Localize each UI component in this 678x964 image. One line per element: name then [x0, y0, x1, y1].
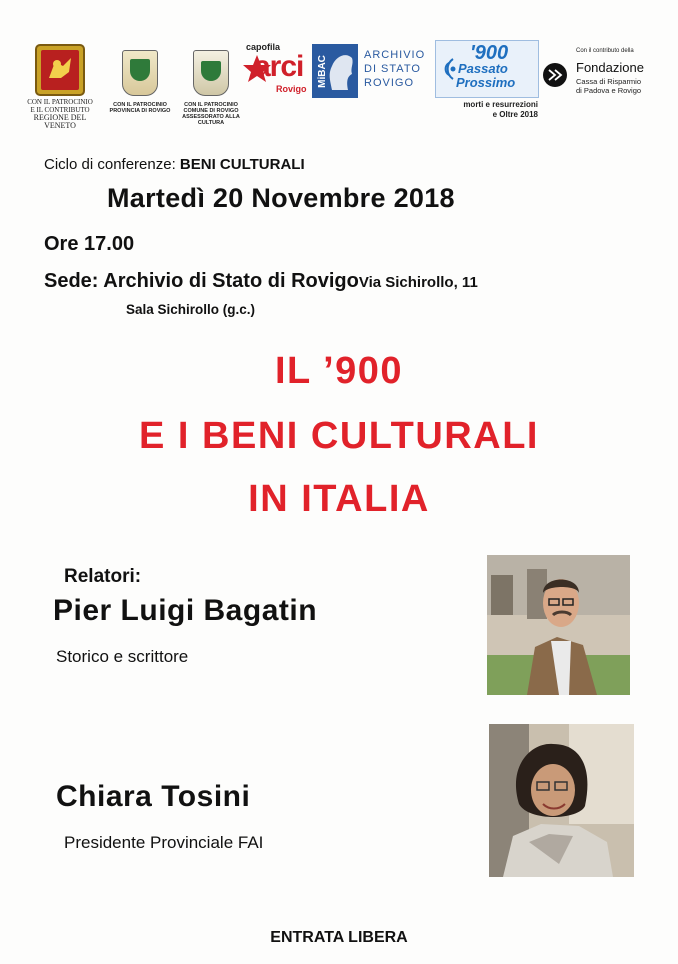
provincia-line2: PROVINCIA DI ROVIGO: [109, 108, 171, 114]
passato-line2: Prossimo: [456, 75, 516, 90]
venue-line: [44, 270, 478, 293]
speaker-photo: [489, 724, 634, 877]
signal-waves-icon: [439, 55, 457, 83]
speakers-heading: Relatori:: [64, 566, 142, 587]
headline-line1: IL ’900: [274, 350, 404, 392]
provincia-crest-icon: [122, 50, 158, 96]
event-venue: Sede: Archivio di Stato di Rovigo: [44, 270, 359, 292]
archivio-stato-logo: [312, 44, 430, 100]
archivio-line1: ARCHIVIO: [364, 49, 426, 61]
arci-wordmark: arci: [254, 50, 304, 83]
speaker-portrait-icon: [489, 724, 634, 877]
event-time: Ore 17.00: [44, 233, 135, 255]
speaker-portrait-icon: [487, 555, 630, 695]
fondazione-mark-icon: [542, 62, 568, 88]
archivio-line3: ROVIGO: [364, 77, 415, 89]
fondazione-sub2: di Padova e Rovigo: [576, 86, 642, 95]
regione-line1: CON IL PATROCINIO: [27, 98, 93, 106]
regione-line2: E IL CONTRIBUTO: [30, 106, 90, 114]
mibac-label: MiBAC: [316, 55, 328, 88]
passato-900-label: '900: [470, 42, 509, 64]
passato-tag-line1: morti e resurrezioni: [463, 100, 538, 109]
comune-line3: ASSESSORATO ALLA CULTURA: [182, 114, 240, 126]
regione-line3: REGIONE DEL VENETO: [33, 113, 87, 130]
arci-capofila-label: capofila: [246, 42, 281, 52]
cycle-prefix: Ciclo di conferenze:: [44, 156, 176, 173]
cycle-name: BENI CULTURALI: [179, 156, 305, 173]
comune-line2: COMUNE DI ROVIGO: [183, 108, 239, 114]
comune-rovigo-logo: [175, 50, 245, 125]
speaker-role: Storico e scrittore: [56, 647, 189, 666]
speaker-name: Pier Luigi Bagatin: [53, 594, 318, 627]
speaker-name: Chiara Tosini: [56, 780, 251, 813]
archivio-line2: DI STATO: [364, 63, 421, 75]
arci-rovigo-logo: [240, 42, 312, 106]
passato-prossimo-logo: [435, 40, 539, 98]
regione-veneto-logo: [27, 44, 93, 134]
entrance-note: ENTRATA LIBERA: [270, 929, 408, 946]
event-address: Via Sichirollo, 11: [358, 274, 478, 291]
provincia-rovigo-logo: [110, 50, 170, 120]
event-date: Martedì 20 Novembre 2018: [107, 183, 455, 213]
speaker-photo: [487, 555, 630, 695]
headline-line2: E I BENI CULTURALI: [139, 415, 539, 457]
winged-lion-icon: [35, 44, 85, 96]
comune-crest-icon: [193, 50, 229, 96]
cycle-line: [44, 156, 305, 173]
speaker-role: Presidente Provinciale FAI: [64, 833, 264, 852]
passato-line1: Passato: [458, 61, 508, 76]
provincia-line1: CON IL PATROCINIO: [113, 102, 167, 108]
arci-city-label: Rovigo: [276, 84, 307, 94]
fondazione-sub1: Cassa di Risparmio: [576, 77, 642, 86]
profile-head-icon: [326, 50, 356, 92]
event-hall: Sala Sichirollo (g.c.): [126, 302, 256, 317]
fondazione-label: Con il contributo della: [576, 48, 634, 54]
fondazione-name: Fondazione: [576, 60, 644, 75]
passato-tagline: [430, 100, 538, 120]
mibac-block: [312, 44, 358, 98]
headline-line3: IN ITALIA: [248, 478, 430, 520]
fondazione-logo: [542, 50, 662, 110]
passato-tag-line2: e Oltre 2018: [492, 110, 538, 119]
comune-line1: CON IL PATROCINIO: [184, 102, 238, 108]
